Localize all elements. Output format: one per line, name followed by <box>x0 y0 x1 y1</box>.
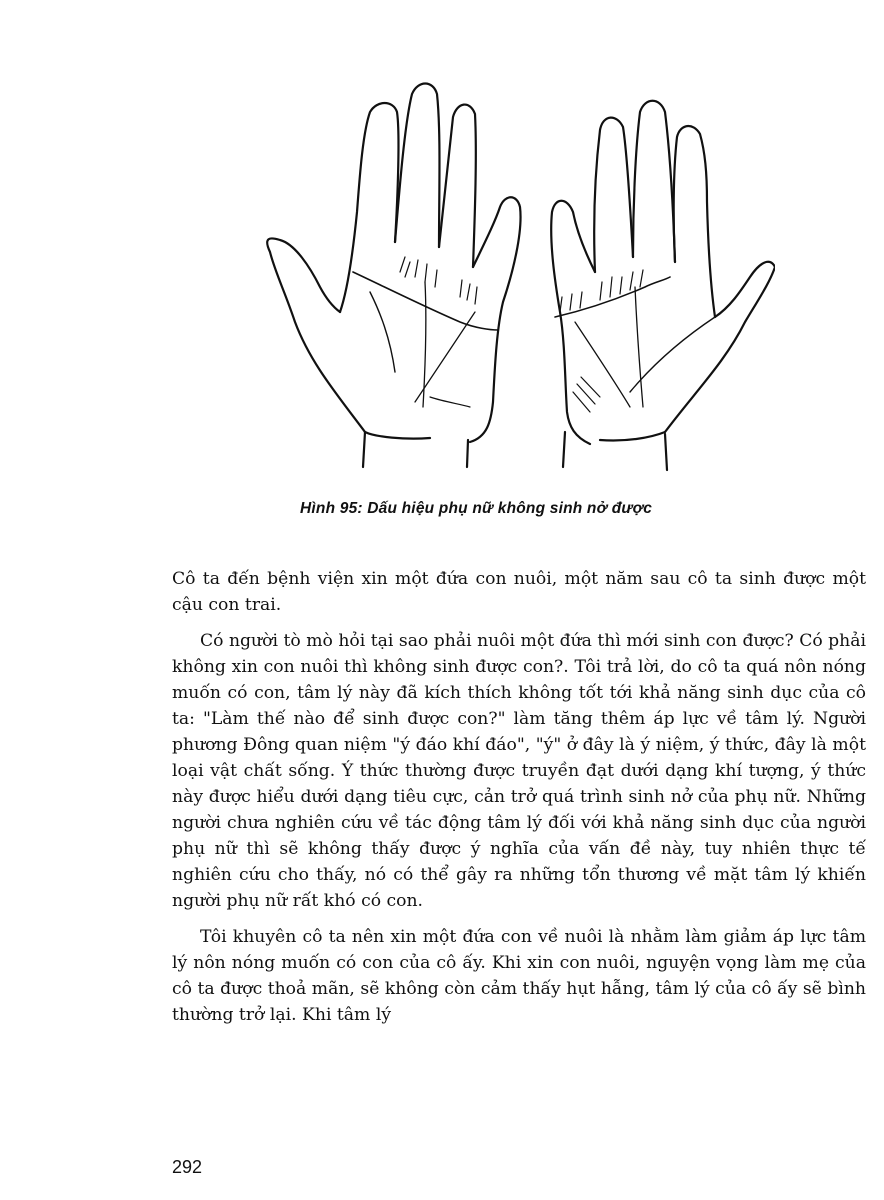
paragraph-2: Có người tò mò hỏi tại sao phải nuôi một đứa thì mới sinh con được? Có phải không xin con nuôi thì không sinh được con?. Tôi trả lời, do cô ta quá nôn nóng muốn có con, tâm lý này đã kích thích không tốt tới khả năng sinh dục của cô ta: "Làm thế nào để sinh được con?" làm tăng thêm áp lực về tâm lý. Người phương Đông quan niệm "ý đáo khí đáo", "ý" ở đây là ý niệm, ý thức, đây là một loại vật chất sống. Ý thức thường được truyền đạt dưới dạng khí tượng, ý thức này được hiểu dưới dạng tiêu cực, cản trở quá trình sinh nở của phụ nữ. Những người chưa nghiên cứu về tác động tâm lý đối với khả năng sinh dục của người phụ nữ thì sẽ không thấy được ý nghĩa của vấn đề này, tuy nhiên thực tế nghiên cứu cho thấy, nó có thể gây ra những tổn thương về mặt tâm lý khiến người phụ nữ rất khó có con. <box>172 631 866 911</box>
page-number: 292 <box>172 1157 203 1177</box>
paragraph-3: Tôi khuyên cô ta nên xin một đứa con về nuôi là nhằm làm giảm áp lực tâm lý nôn nóng muốn có con của cô ấy. Khi xin con nuôi, nguyện vọng làm mẹ của cô ta được thoả mãn, sẽ không còn cảm thấy hụt hẫng, tâm lý của cô ấy sẽ bình thường trở lại. Khi tâm lý <box>172 927 866 1025</box>
palm-illustration <box>255 72 775 482</box>
body-text <box>172 566 866 1038</box>
paragraph-1: Cô ta đến bệnh viện xin một đứa con nuôi, một năm sau cô ta sinh được một cậu con trai. <box>172 569 866 615</box>
figure-caption: Hình 95: Dấu hiệu phụ nữ không sinh nở được <box>300 500 653 517</box>
two-palms-drawing-icon <box>255 72 775 482</box>
